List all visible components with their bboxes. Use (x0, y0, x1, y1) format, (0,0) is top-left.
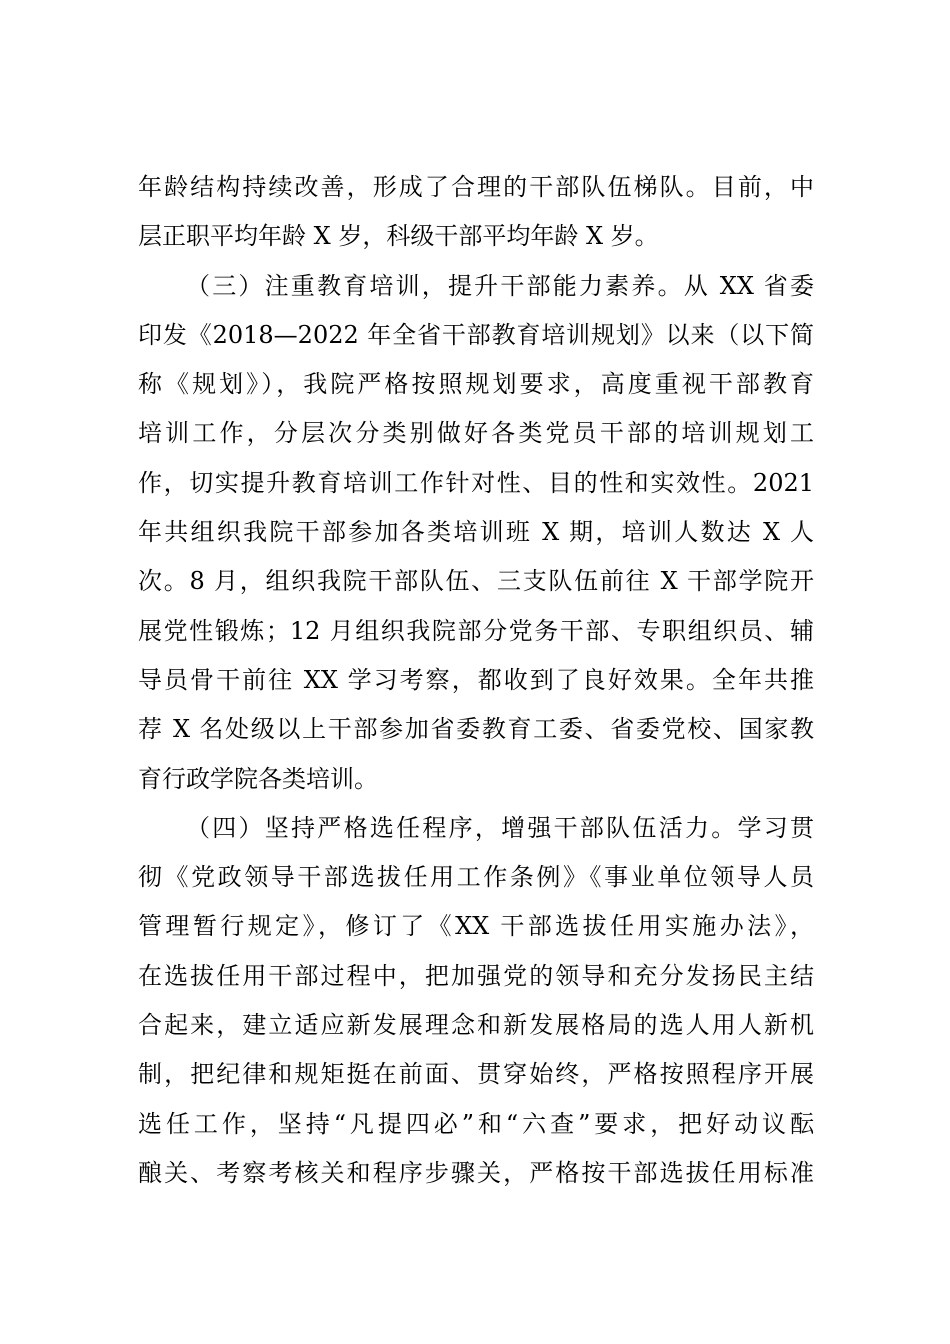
text-line: 制，把纪律和规矩挺在前面、贯穿始终，严格按照程序开展 (138, 1060, 814, 1089)
text-line: 管理暂行规定》，修订了《XX 干部选拔任用实施办法》， (138, 912, 814, 941)
text-line: 层正职平均年龄 X 岁，科级干部平均年龄 X 岁。 (138, 222, 659, 251)
document-body (138, 163, 814, 1198)
text-line: 培训工作，分层次分类别做好各类党员干部的培训规划工 (138, 419, 814, 448)
text-line: 彻《党政领导干部选拔任用工作条例》《事业单位领导人员 (138, 863, 814, 892)
text-line: 在选拔任用干部过程中，把加强党的领导和充分发扬民主结 (138, 961, 814, 990)
paragraph-age-structure (138, 163, 814, 262)
paragraph-education-training (138, 262, 814, 804)
text-line: （四）坚持严格选任程序，增强干部队伍活力。学习贯 (186, 813, 814, 842)
text-line: 荐 X 名处级以上干部参加省委教育工委、省委党校、国家教 (138, 715, 814, 744)
text-line: 次。8 月，组织我院干部队伍、三支队伍前往 X 干部学院开 (138, 567, 814, 596)
text-line: 作，切实提升教育培训工作针对性、目的性和实效性。2021 (138, 468, 814, 497)
text-line: （三）注重教育培训，提升干部能力素养。从 XX 省委 (186, 271, 814, 300)
text-line: 选任工作，坚持“凡提四必”和“六查”要求，把好动议酝 (138, 1109, 814, 1138)
text-line: 印发《2018—2022 年全省干部教育培训规划》以来（以下简 (138, 320, 814, 349)
text-line: 合起来，建立适应新发展理念和新发展格局的选人用人新机 (138, 1011, 814, 1040)
text-line: 酿关、考察考核关和程序步骤关，严格按干部选拔任用标准 (138, 1158, 814, 1187)
text-line: 展党性锻炼；12 月组织我院部分党务干部、专职组织员、辅 (138, 616, 814, 645)
text-line: 育行政学院各类培训。 (138, 764, 378, 793)
paragraph-selection-procedure (138, 804, 814, 1198)
text-line: 年龄结构持续改善，形成了合理的干部队伍梯队。目前，中 (138, 173, 814, 201)
text-line: 称《规划》），我院严格按照规划要求，高度重视干部教育 (138, 370, 814, 399)
text-line: 导员骨干前往 XX 学习考察，都收到了良好效果。全年共推 (138, 665, 814, 694)
text-line: 年共组织我院干部参加各类培训班 X 期，培训人数达 X 人 (138, 518, 814, 547)
